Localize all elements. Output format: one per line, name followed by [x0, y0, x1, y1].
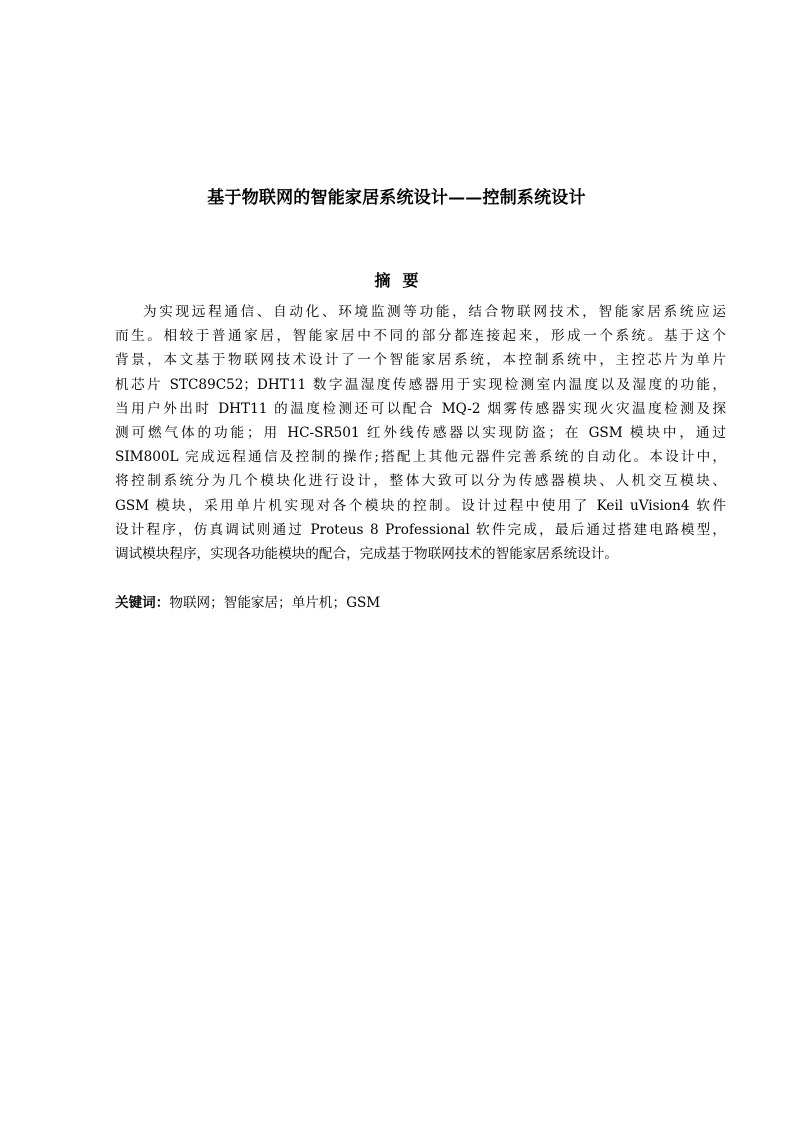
abstract-line: GSM 模块，采用单片机实现对各个模块的控制。设计过程中使用了 Keil uVision4 软件 — [115, 497, 726, 514]
abstract-line: 而生。相较于普通家居，智能家居中不同的部分都连接起来，形成一个系统。基于这个 — [115, 328, 726, 345]
abstract-line: 背景，本文基于物联网技术设计了一个智能家居系统，本控制系统中，主控芯片为单片 — [115, 352, 726, 369]
document-title: 基于物联网的智能家居系统设计——控制系统设计 — [207, 188, 586, 208]
abstract-line: 将控制系统分为几个模块化进行设计，整体大致可以分为传感器模块、人机交互模块、 — [115, 473, 726, 490]
abstract-line: 机芯片 STC89C52；DHT11 数字温湿度传感器用于实现检测室内温度以及湿度的功能， — [115, 376, 726, 393]
abstract-line: 测可燃气体的功能；用 HC-SR501 红外线传感器以实现防盗；在 GSM 模块中，通过 — [115, 424, 726, 441]
abstract-line: 设计程序，仿真调试则通过 Proteus 8 Professional 软件完成，最后通过搭建电路模型， — [115, 521, 726, 538]
keywords — [115, 591, 726, 615]
abstract-line: 当用户外出时 DHT11 的温度检测还可以配合 MQ-2 烟雾传感器实现火灾温度检测及探 — [115, 400, 726, 417]
abstract-line: 为实现远程通信、自动化、环境监测等功能，结合物联网技术，智能家居系统应运 — [143, 304, 726, 320]
keywords-text: 物联网；智能家居；单片机；GSM — [169, 595, 381, 611]
abstract-body — [115, 300, 726, 566]
abstract-line: 调试模块程序，实现各功能模块的配合，完成基于物联网技术的智能家居系统设计。 — [115, 545, 618, 562]
abstract-heading: 摘要 — [374, 271, 431, 290]
abstract-line: SIM800L 完成远程通信及控制的操作;搭配上其他元器件完善系统的自动化。本设计中， — [115, 449, 726, 466]
keywords-label: 关键词： — [115, 595, 170, 611]
